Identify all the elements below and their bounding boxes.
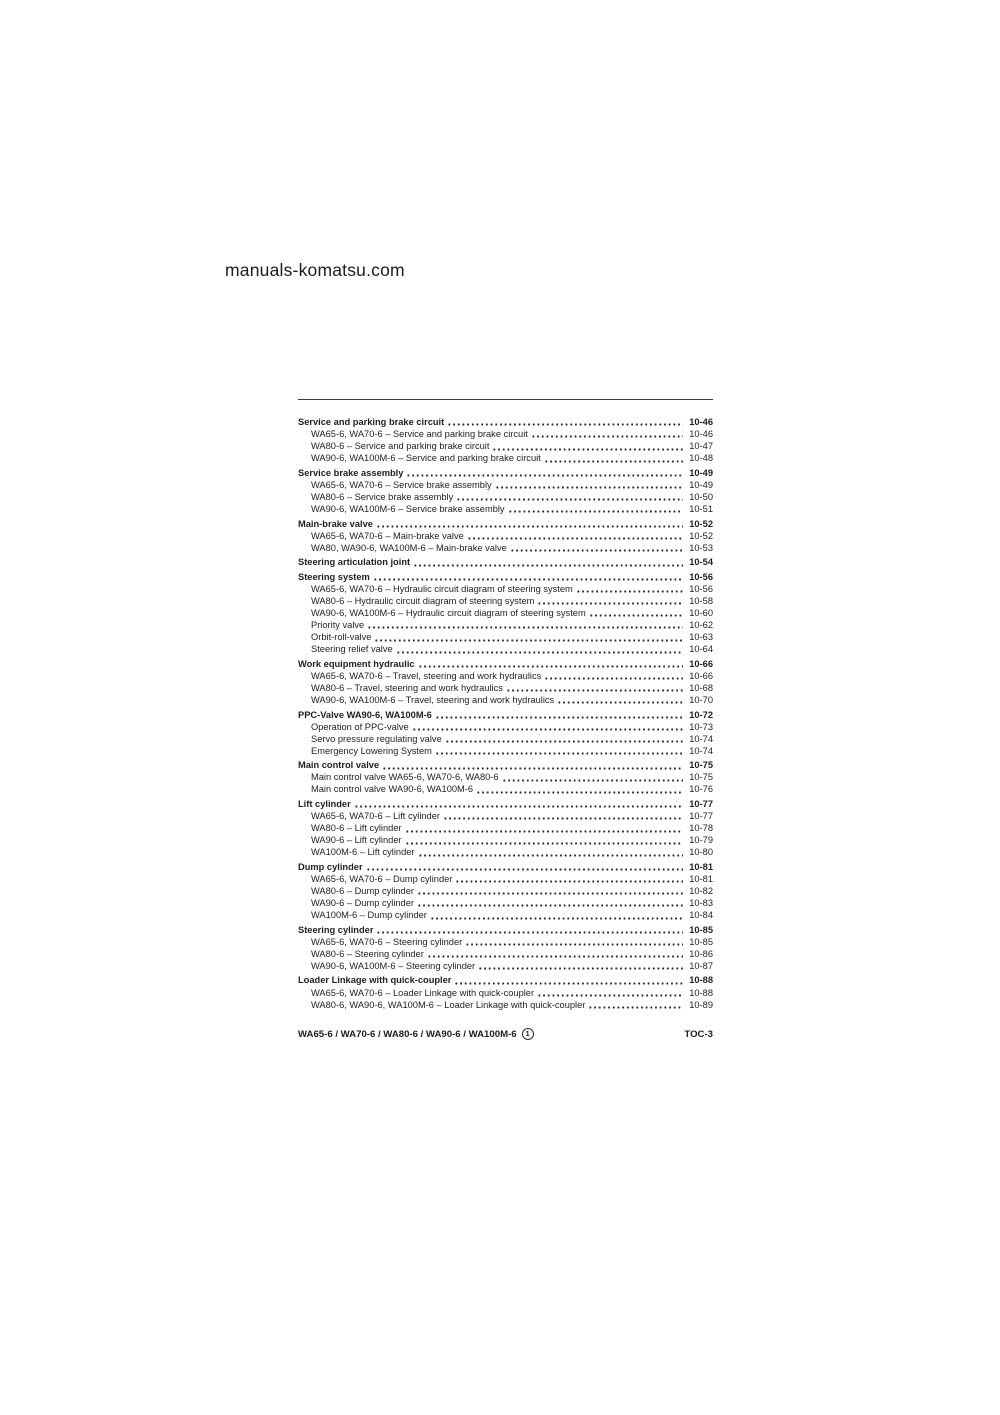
toc-leader-dots [405, 834, 683, 846]
toc-section-entry [298, 861, 713, 873]
toc-entry-page: 10-85 [689, 936, 713, 947]
toc-section-entry [298, 759, 713, 771]
toc-leader-dots [467, 530, 683, 542]
toc-entry-label: WA90-6 – Lift cylinder [311, 835, 402, 846]
toc-entry-label: Main control valve WA90-6, WA100M-6 [311, 784, 474, 795]
toc-leader-dots [445, 733, 683, 745]
toc-sub-entry [298, 583, 713, 595]
toc-entry-label: WA90-6, WA100M-6 – Hydraulic circuit diagram of steering system [311, 607, 586, 618]
toc-entry-label: WA80-6 – Lift cylinder [311, 823, 402, 834]
toc-leader-dots [376, 924, 683, 936]
toc-entry-page: 10-79 [689, 835, 713, 846]
toc-leader-dots [454, 974, 683, 986]
toc-entry-page: 10-76 [689, 784, 713, 795]
toc-leader-dots [492, 440, 683, 452]
toc-entry-page: 10-85 [689, 924, 713, 935]
toc-leader-dots [465, 936, 683, 948]
toc-sub-entry [298, 619, 713, 631]
toc-entry-label: Main control valve [298, 760, 380, 771]
toc-entry-label: Servo pressure regulating valve [311, 733, 442, 744]
toc-sub-entry [298, 452, 713, 464]
toc-entry-page: 10-60 [689, 607, 713, 618]
toc-entry-label: Loader Linkage with quick-coupler [298, 975, 452, 986]
toc-sub-entry [298, 873, 713, 885]
toc-entry-label: WA100M-6 – Lift cylinder [311, 847, 415, 858]
toc-sub-entry [298, 885, 713, 897]
toc-leader-dots [544, 452, 683, 464]
toc-leader-dots [537, 595, 683, 607]
toc-entry-page: 10-66 [689, 658, 713, 669]
toc-entry-page: 10-86 [689, 948, 713, 959]
toc-section-entry [298, 416, 713, 428]
toc-entry-page: 10-88 [689, 975, 713, 986]
toc-sub-entry [298, 936, 713, 948]
toc-entry-label: Emergency Lowering System [311, 745, 432, 756]
toc-leader-dots [406, 467, 683, 479]
toc-entry-label: WA80-6, WA90-6, WA100M-6 – Loader Linkage with quick-coupler [311, 999, 586, 1010]
toc-entry-label: Main-brake valve [298, 518, 373, 529]
toc-entry-page: 10-77 [689, 811, 713, 822]
toc-section-entry [298, 571, 713, 583]
toc-entry-label: WA90-6, WA100M-6 – Travel, steering and work hydraulics [311, 695, 555, 706]
toc-entry-page: 10-52 [689, 518, 713, 529]
toc-entry-label: WA65-6, WA70-6 – Main-brake valve [311, 530, 464, 541]
toc-entry-label: Steering relief valve [311, 644, 393, 655]
toc-entry-page: 10-50 [689, 491, 713, 502]
toc-sub-entry [298, 607, 713, 619]
toc-entry-page: 10-48 [689, 453, 713, 464]
toc-leader-dots [435, 745, 683, 757]
toc-entry-label: Lift cylinder [298, 798, 351, 809]
toc-entry-page: 10-80 [689, 847, 713, 858]
toc-sub-entry [298, 999, 713, 1011]
toc-section-entry [298, 467, 713, 479]
toc-top-rule [298, 399, 713, 400]
footer-page-number: TOC-3 [684, 1028, 713, 1040]
toc-leader-dots [508, 503, 683, 515]
toc-sub-entry [298, 960, 713, 972]
toc-sub-entry [298, 745, 713, 757]
toc-sub-entry [298, 783, 713, 795]
toc-entry-page: 10-83 [689, 898, 713, 909]
toc-entry-label: WA65-6, WA70-6 – Lift cylinder [311, 811, 440, 822]
toc-entry-page: 10-84 [689, 910, 713, 921]
toc-leader-dots [476, 783, 683, 795]
toc-sub-entry [298, 428, 713, 440]
toc-sub-entry [298, 670, 713, 682]
toc-entry-label: WA90-6, WA100M-6 – Service brake assembly [311, 504, 505, 515]
toc-entry-page: 10-89 [689, 999, 713, 1010]
toc-leader-dots [435, 709, 683, 721]
toc-entry-page: 10-81 [689, 861, 713, 872]
toc-leader-dots [413, 556, 683, 568]
toc-entry-label: WA80-6 – Service and parking brake circuit [311, 441, 490, 452]
toc-leader-dots [367, 619, 683, 631]
toc-entry-page: 10-62 [689, 620, 713, 631]
toc-leader-dots [478, 960, 683, 972]
toc-entry-label: WA80-6 – Steering cylinder [311, 948, 424, 959]
toc-sub-entry [298, 822, 713, 834]
toc-entry-page: 10-64 [689, 644, 713, 655]
toc-entry-page: 10-68 [689, 682, 713, 693]
toc-sub-entry [298, 948, 713, 960]
toc-sub-entry [298, 897, 713, 909]
toc-leader-dots [366, 861, 683, 873]
toc-leader-dots [443, 810, 683, 822]
footer-models-label: WA65-6 / WA70-6 / WA80-6 / WA90-6 / WA100M-6 [298, 1028, 517, 1040]
toc-leader-dots [430, 909, 683, 921]
toc-leader-dots [405, 822, 683, 834]
page-footer [298, 1028, 713, 1040]
toc-leader-dots [427, 948, 683, 960]
toc-entry-page: 10-46 [689, 429, 713, 440]
toc-entry-page: 10-56 [689, 571, 713, 582]
toc-sub-entry [298, 503, 713, 515]
toc-entry-page: 10-70 [689, 695, 713, 706]
toc-sub-entry [298, 834, 713, 846]
toc-entry-label: Main control valve WA65-6, WA70-6, WA80-6 [311, 772, 499, 783]
toc-sub-entry [298, 682, 713, 694]
toc-entry-label: WA65-6, WA70-6 – Loader Linkage with quick-coupler [311, 987, 535, 998]
toc-sub-entry [298, 846, 713, 858]
toc-sub-entry [298, 721, 713, 733]
toc-sub-entry [298, 479, 713, 491]
toc-entry-page: 10-63 [689, 632, 713, 643]
toc-entry-label: WA80-6 – Service brake assembly [311, 491, 454, 502]
toc-sub-entry [298, 771, 713, 783]
toc-entry-page: 10-88 [689, 987, 713, 998]
toc-entry-label: Service brake assembly [298, 467, 404, 478]
toc-leader-dots [495, 479, 683, 491]
toc-entry-label: Service and parking brake circuit [298, 417, 445, 427]
toc-sub-entry [298, 440, 713, 452]
toc-entry-label: Priority valve [311, 620, 365, 631]
toc-leader-dots [510, 542, 683, 554]
toc-entry-page: 10-54 [689, 557, 713, 568]
toc-leader-dots [588, 999, 683, 1011]
toc-entry-page: 10-66 [689, 670, 713, 681]
toc-leader-dots [531, 428, 683, 440]
toc-leader-dots [447, 416, 683, 428]
toc-entry-label: Orbit-roll-valve [311, 632, 372, 643]
toc-leader-dots [396, 643, 683, 655]
toc-entry-label: WA65-6, WA70-6 – Service and parking brake circuit [311, 429, 528, 440]
toc-entry-label: WA80-6 – Hydraulic circuit diagram of steering system [311, 595, 535, 606]
toc-entry-page: 10-87 [689, 960, 713, 971]
toc-entry-page: 10-74 [689, 733, 713, 744]
toc-entry-page: 10-52 [689, 530, 713, 541]
toc-leader-dots [412, 721, 683, 733]
toc-entry-label: WA90-6, WA100M-6 – Steering cylinder [311, 960, 476, 971]
toc-entry-page: 10-78 [689, 823, 713, 834]
toc-leader-dots [418, 658, 683, 670]
toc-leader-dots [502, 771, 683, 783]
toc-section-entry [298, 709, 713, 721]
footer-circled-number-badge: 1 [522, 1028, 534, 1040]
toc-leader-dots [576, 583, 683, 595]
toc-entry-page: 10-51 [689, 504, 713, 515]
toc-leader-dots [418, 846, 683, 858]
toc-section-entry [298, 518, 713, 530]
toc-entry-page: 10-53 [689, 542, 713, 553]
toc-leader-dots [382, 759, 683, 771]
toc-entry-label: WA80-6 – Dump cylinder [311, 885, 414, 896]
toc-leader-dots [374, 631, 683, 643]
toc-entry-page: 10-56 [689, 583, 713, 594]
toc-section-entry [298, 924, 713, 936]
toc-sub-entry [298, 542, 713, 554]
toc-entry-label: Work equipment hydraulic [298, 658, 415, 669]
toc-entry-label: WA100M-6 – Dump cylinder [311, 910, 427, 921]
toc-leader-dots [354, 798, 683, 810]
toc-leader-dots [544, 670, 683, 682]
toc-section-entry [298, 974, 713, 986]
toc-sub-entry [298, 595, 713, 607]
toc-entry-page: 10-58 [689, 595, 713, 606]
toc-leader-dots [417, 885, 683, 897]
toc-entry-label: PPC-Valve WA90-6, WA100M-6 [298, 709, 432, 720]
toc-entry-label: Steering cylinder [298, 924, 374, 935]
toc-entry-page: 10-73 [689, 721, 713, 732]
toc-leader-dots [455, 873, 683, 885]
toc-entry-page: 10-74 [689, 745, 713, 756]
toc-entry-label: WA90-6, WA100M-6 – Service and parking brake circuit [311, 453, 541, 464]
toc-sub-entry [298, 643, 713, 655]
toc-leader-dots [376, 518, 683, 530]
toc-entry-page: 10-81 [689, 873, 713, 884]
toc-section-entry [298, 556, 713, 568]
toc-leader-dots [506, 682, 683, 694]
toc-entry-page: 10-72 [689, 709, 713, 720]
toc-entry-page: 10-46 [689, 417, 713, 427]
toc-leader-dots [537, 987, 683, 999]
toc-entry-page: 10-77 [689, 798, 713, 809]
toc-entry-label: WA80-6 – Travel, steering and work hydraulics [311, 682, 503, 693]
toc-entry-label: WA65-6, WA70-6 – Steering cylinder [311, 936, 463, 947]
toc-entry-label: WA65-6, WA70-6 – Dump cylinder [311, 873, 453, 884]
toc-sub-entry [298, 987, 713, 999]
toc-entry-label: WA90-6 – Dump cylinder [311, 898, 414, 909]
site-watermark: manuals-komatsu.com [225, 260, 405, 280]
toc-sub-entry [298, 694, 713, 706]
toc-entry-page: 10-82 [689, 885, 713, 896]
toc-sub-entry [298, 733, 713, 745]
toc-sub-entry [298, 810, 713, 822]
toc-leader-dots [456, 491, 683, 503]
toc-leader-dots [417, 897, 683, 909]
toc-entry-page: 10-47 [689, 441, 713, 452]
toc-entry-page: 10-49 [689, 467, 713, 478]
toc-entry-label: Steering system [298, 571, 370, 582]
toc-section-entry [298, 658, 713, 670]
toc-entry-label: Operation of PPC-valve [311, 721, 409, 732]
toc-sub-entry [298, 909, 713, 921]
toc-entry-page: 10-75 [689, 760, 713, 771]
toc-entry-label: WA65-6, WA70-6 – Hydraulic circuit diagram of steering system [311, 583, 573, 594]
toc-leader-dots [557, 694, 683, 706]
toc-entry-page: 10-49 [689, 479, 713, 490]
toc-entry-page: 10-75 [689, 772, 713, 783]
toc-entry-label: WA65-6, WA70-6 – Travel, steering and work hydraulics [311, 670, 542, 681]
toc-sub-entry [298, 491, 713, 503]
toc-leader-dots [589, 607, 683, 619]
toc-sub-entry [298, 530, 713, 542]
toc-entry-label: Steering articulation joint [298, 557, 411, 568]
toc-sub-entry [298, 631, 713, 643]
toc-entry-label: WA65-6, WA70-6 – Service brake assembly [311, 479, 492, 490]
toc-entry-label: WA80, WA90-6, WA100M-6 – Main-brake valve [311, 542, 507, 553]
toc-entry-label: Dump cylinder [298, 861, 363, 872]
footer-models-group [298, 1028, 534, 1040]
toc-list [298, 416, 713, 1011]
toc-section-entry [298, 798, 713, 810]
table-of-contents [298, 399, 713, 1011]
toc-leader-dots [373, 571, 683, 583]
